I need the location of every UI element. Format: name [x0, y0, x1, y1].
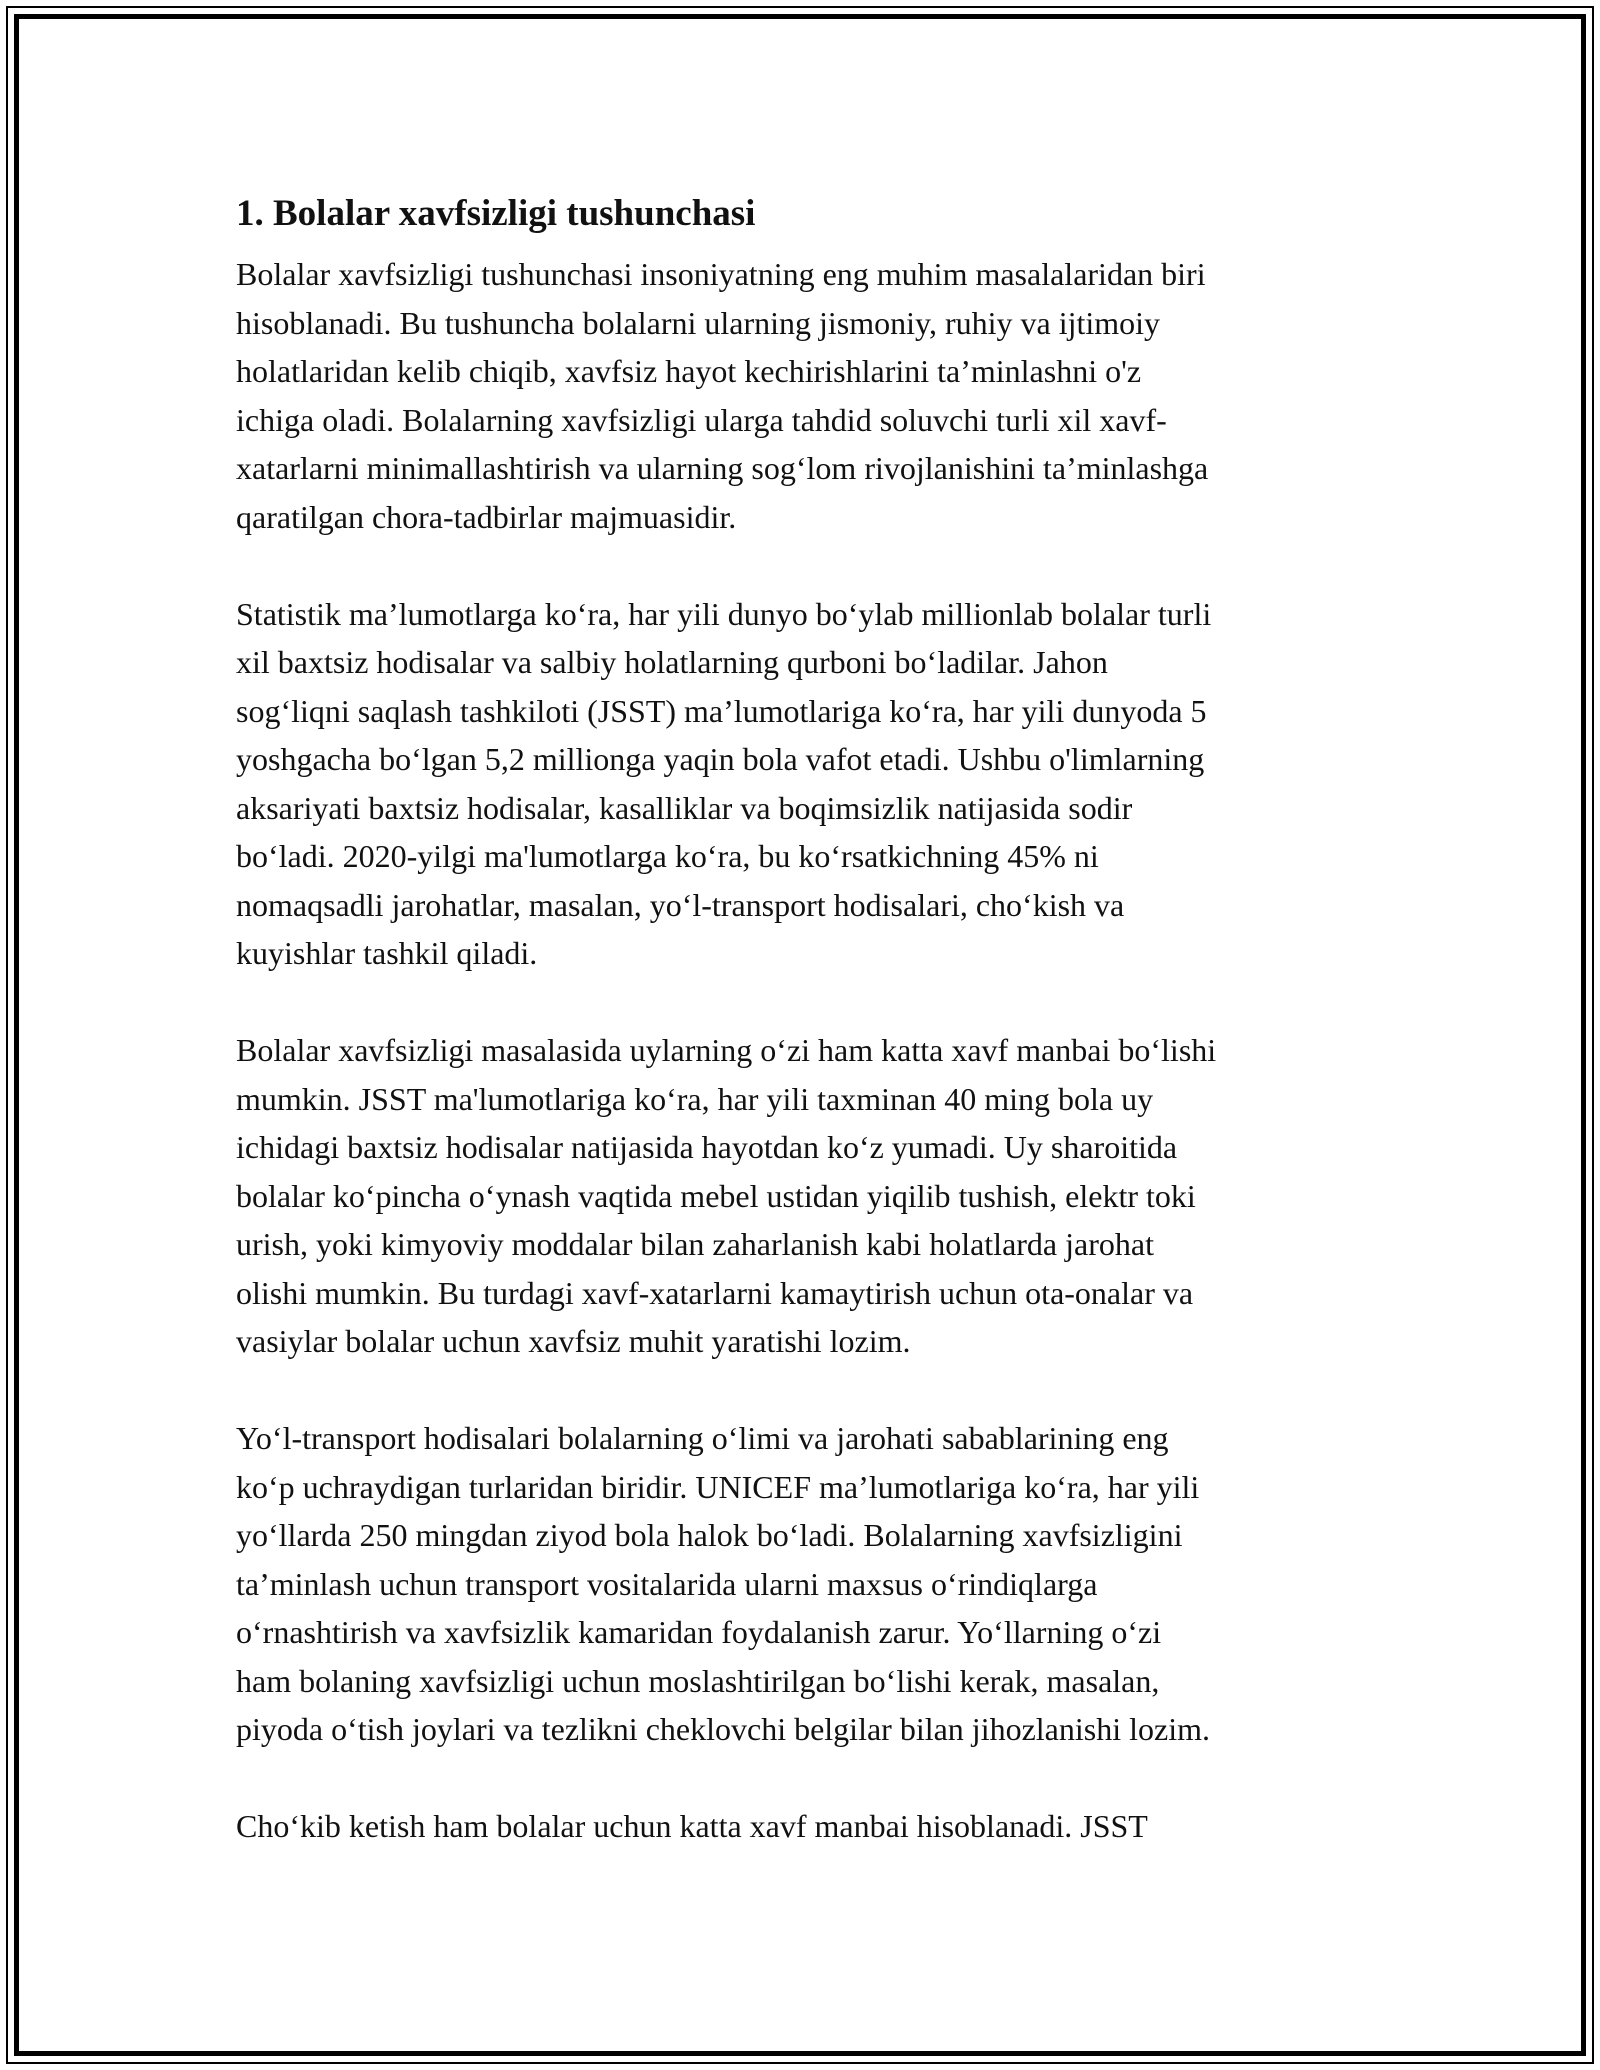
text-line: piyoda o‘tish joylari va tezlikni cheklovchi belgilar bilan jihozlanishi lozim. — [236, 1711, 1210, 1747]
paragraph-home-safety — [236, 1026, 1366, 1366]
paragraph-statistics — [236, 590, 1366, 978]
text-line: holatlaridan kelib chiqib, xavfsiz hayot kechirishlarini ta’minlashni o'z — [236, 353, 1142, 389]
text-line: xatarlarni minimallashtirish va ularning sog‘lom rivojlanishini ta’minlashga — [236, 450, 1209, 486]
text-line: nomaqsadli jarohatlar, masalan, yo‘l-transport hodisalari, cho‘kish va — [236, 886, 1125, 923]
text-line: mumkin. JSST ma'lumotlariga ko‘ra, har yili taxminan 40 ming bola uy — [236, 1080, 1154, 1117]
text-line: Bolalar xavfsizligi masalasida uylarning o‘zi ham katta xavf manbai bo‘lishi — [236, 1032, 1217, 1068]
text-line: Bolalar xavfsizligi tushunchasi insoniyatning eng muhim masalalaridan biri — [236, 256, 1206, 292]
text-line: vasiylar bolalar uchun xavfsiz muhit yaratishi lozim. — [236, 1323, 911, 1359]
text-line: Yo‘l-transport hodisalari bolalarning o‘limi va jarohati sabablarining eng — [236, 1420, 1169, 1456]
paragraph-road-safety — [236, 1414, 1366, 1754]
text-line: qaratilgan chora-tadbirlar majmuasidir. — [236, 498, 737, 535]
paragraph-intro — [236, 250, 1366, 541]
text-line: olishi mumkin. Bu turdagi xavf-xatarlarni kamaytirish uchun ota-onalar va — [236, 1274, 1194, 1311]
text-line: ta’minlash uchun transport vositalarida ularni maxsus o‘rindiqlarga — [236, 1565, 1098, 1602]
text-line: yoshgacha bo‘lgan 5,2 millionga yaqin bola vafot etadi. Ushbu o'limlarning — [236, 741, 1205, 777]
text-line: bo‘ladi. 2020-yilgi ma'lumotlarga ko‘ra, bu ko‘rsatkichning 45% ni — [236, 838, 1099, 874]
document-body — [236, 188, 1366, 1899]
text-line: ichidagi baxtsiz hodisalar natijasida hayotdan ko‘z yumadi. Uy sharoitida — [236, 1129, 1178, 1165]
text-line: kuyishlar tashkil qiladi. — [236, 935, 538, 971]
text-line: ham bolaning xavfsizligi uchun moslashtirilgan bo‘lishi kerak, masalan, — [236, 1662, 1160, 1699]
text-line: urish, yoki kimyoviy moddalar bilan zaharlanish kabi holatlarda jarohat — [236, 1226, 1154, 1262]
text-line: xil baxtsiz hodisalar va salbiy holatlarning qurboni bo‘ladilar. Jahon — [236, 644, 1108, 680]
text-line: yo‘llarda 250 mingdan ziyod bola halok bo‘ladi. Bolalarning xavfsizligini — [236, 1517, 1183, 1553]
text-line: bolalar ko‘pincha o‘ynash vaqtida mebel ustidan yiqilib tushish, elektr toki — [236, 1177, 1196, 1214]
section-heading: 1. Bolalar xavfsizligi tushunchasi — [236, 193, 756, 234]
text-line: Cho‘kib ketish ham bolalar uchun katta xavf manbai hisoblanadi. JSST — [236, 1808, 1148, 1844]
text-line: aksariyati baxtsiz hodisalar, kasalliklar va boqimsizlik natijasida sodir — [236, 789, 1133, 826]
text-line: o‘rnashtirish va xavfsizlik kamaridan foydalanish zarur. Yo‘llarning o‘zi — [236, 1614, 1162, 1650]
text-line: ichiga oladi. Bolalarning xavfsizligi ularga tahdid soluvchi turli xil xavf- — [236, 401, 1167, 438]
text-line: ko‘p uchraydigan turlaridan biridir. UNICEF ma’lumotlariga ko‘ra, har yili — [236, 1468, 1200, 1505]
text-line: hisoblanadi. Bu tushuncha bolalarni ularning jismoniy, ruhiy va ijtimoiy — [236, 304, 1161, 341]
text-line: sog‘liqni saqlash tashkiloti (JSST) ma’lumotlariga ko‘ra, har yili dunyoda 5 — [236, 692, 1207, 729]
text-line: Statistik ma’lumotlarga ko‘ra, har yili dunyo bo‘ylab millionlab bolalar turli — [236, 595, 1212, 632]
paragraph-drowning — [236, 1802, 1366, 1851]
